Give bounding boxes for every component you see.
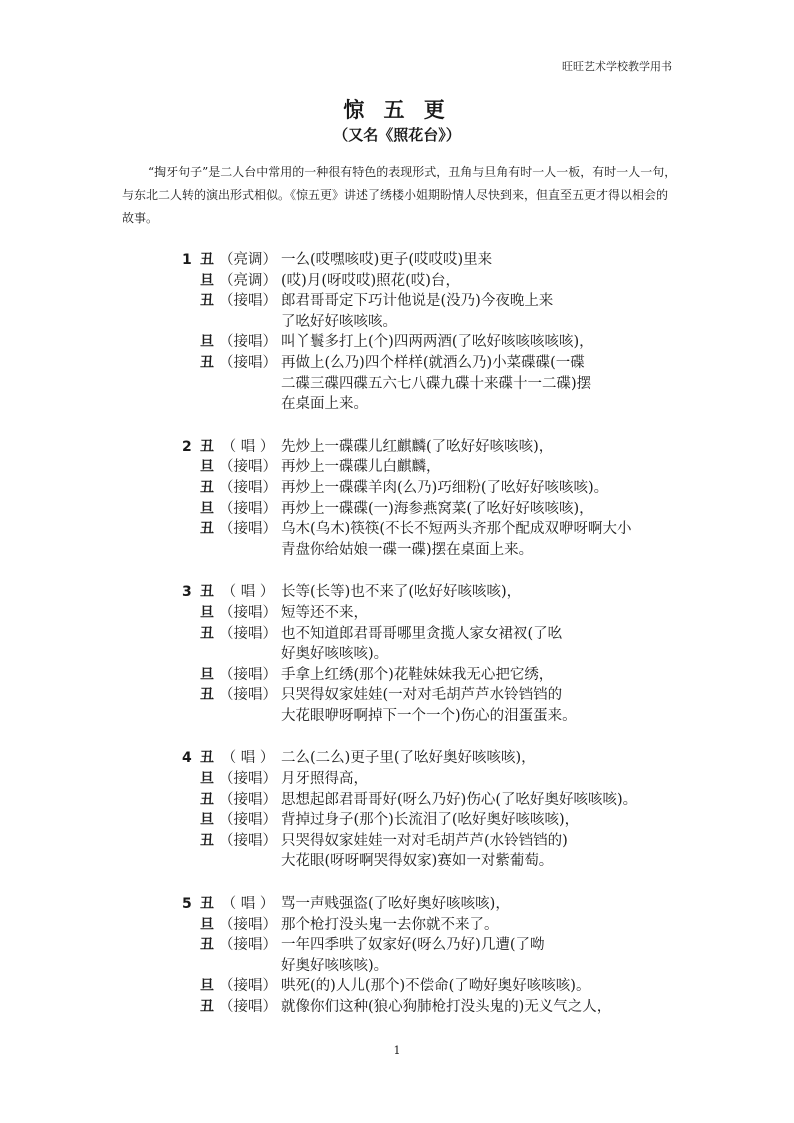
lyric-text: 再做上(么乃)四个样样(就酒么乃)小菜碟碟(一碟 — [281, 354, 585, 371]
lyric-text: 郎君哥哥定下巧计他说是(没乃)今夜晚上来 — [281, 293, 554, 310]
lyric-line — [0, 374, 794, 395]
singing-mode: （接唱） — [219, 832, 277, 849]
lyric-text: 也不知道郎君哥哥哪里贪揽人家女裙衩(了吆 — [281, 625, 563, 642]
lyric-text: 先炒上一碟碟儿红麒麟(了吆好好咳咳咳)， — [281, 438, 554, 455]
role-label: 丑 — [200, 999, 214, 1015]
lyric-text: 大花眼咿呀啊掉下一个一个)伤心的泪蛋蛋来。 — [281, 707, 577, 724]
role-label: 旦 — [200, 666, 214, 683]
lyric-section — [0, 748, 794, 872]
lyric-text: 骂一声贱强盗(了吆好奥好咳咳咳)， — [281, 896, 510, 913]
lyric-line — [0, 519, 794, 540]
lyric-line — [0, 499, 794, 520]
lyric-line — [0, 250, 794, 271]
lyric-line — [0, 851, 794, 872]
lyric-line — [0, 685, 794, 706]
role-label: 丑 — [200, 354, 214, 371]
lyric-line — [0, 706, 794, 727]
singing-mode: （ 唱 ） — [221, 750, 275, 767]
lyric-line — [0, 312, 794, 333]
singing-mode: （接唱） — [219, 666, 277, 683]
role-label: 丑 — [200, 687, 214, 704]
role-label: 旦 — [200, 500, 214, 517]
section-number: 2 — [182, 438, 192, 455]
lyric-section — [0, 582, 794, 726]
singing-mode: （接唱） — [219, 521, 277, 538]
singing-mode: （接唱） — [219, 334, 277, 351]
lyric-text: 只哭得奴家娃娃一对对毛胡芦芦(水铃铛铛的) — [281, 832, 568, 849]
lyric-text: 思想起郎君哥哥好(呀么乃好)伤心(了吆好奥好咳咳咳)。 — [281, 791, 638, 808]
lyric-text: (哎)月(呀哎哎)照花(哎)台， — [281, 272, 460, 289]
lyric-line — [0, 935, 794, 956]
singing-mode: （亮调） — [219, 252, 277, 268]
lyric-line — [0, 810, 794, 831]
singing-mode: （接唱） — [219, 500, 277, 517]
lyric-text: 二碟三碟四碟五六七八碟九碟十来碟十一二碟)摆 — [281, 375, 592, 392]
lyric-line — [0, 644, 794, 665]
lyric-text: 哄死(的)人儿(那个)不偿命(了呦好奥好咳咳咳)。 — [281, 978, 591, 995]
singing-mode: （接唱） — [219, 687, 277, 704]
lyric-line — [0, 353, 794, 374]
singing-mode: （接唱） — [219, 354, 277, 371]
lyric-text: 大花眼(呀呀啊哭得奴家)赛如一对紫葡萄。 — [281, 853, 554, 870]
role-label: 丑 — [200, 521, 214, 538]
section-number: 3 — [182, 584, 192, 601]
lyric-line — [0, 790, 794, 811]
singing-mode: （接唱） — [219, 937, 277, 954]
singing-mode: （接唱） — [219, 771, 277, 788]
lyric-line — [0, 394, 794, 415]
lyric-text: 一年四季哄了奴家好(呀么乃好)几遭(了呦 — [281, 937, 545, 954]
singing-mode: （接唱） — [219, 625, 277, 642]
lyric-text: 二么(二么)更子里(了吆好奥好咳咳咳)， — [281, 750, 536, 767]
role-label: 丑 — [200, 252, 214, 268]
page-number: 1 — [393, 1044, 401, 1057]
page-subtitle: （又名《照花台》） — [333, 126, 461, 144]
lyric-text: 就像你们这种(狼心狗肺枪打没头鬼的)无义气之人， — [281, 999, 612, 1015]
lyric-line — [0, 540, 794, 561]
lyric-line — [0, 582, 794, 603]
lyric-section — [0, 894, 794, 1018]
singing-mode: （ 唱 ） — [221, 896, 275, 913]
page-title: 惊 五 更 — [343, 98, 451, 122]
section-number: 5 — [182, 896, 192, 913]
lyric-line — [0, 457, 794, 478]
role-label: 旦 — [200, 459, 214, 476]
singing-mode: （接唱） — [219, 479, 277, 496]
lyric-section — [0, 250, 794, 415]
role-label: 旦 — [200, 812, 214, 829]
lyric-text: 一么(哎嘿咳哎)更子(哎哎哎)里来 — [281, 252, 493, 268]
role-label: 旦 — [200, 916, 214, 933]
lyric-text: 再炒上一碟碟(一)海参燕窝菜(了吆好好咳咳咳)， — [281, 500, 594, 517]
lyric-section — [0, 437, 794, 561]
lyric-text: 手拿上红绣(那个)花鞋妹妹我无心把它绣， — [281, 666, 554, 683]
singing-mode: （接唱） — [219, 293, 277, 310]
singing-mode: （ 唱 ） — [221, 438, 275, 455]
singing-mode: （接唱） — [219, 999, 277, 1015]
lyric-text: 再炒上一碟碟羊肉(么乃)巧细粉(了吆好好咳咳咳)。 — [281, 479, 609, 496]
lyric-line — [0, 997, 794, 1018]
role-label: 旦 — [200, 272, 214, 289]
role-label: 丑 — [200, 479, 214, 496]
singing-mode: （接唱） — [219, 791, 277, 808]
lyric-text: 在桌面上来。 — [281, 396, 368, 413]
role-label: 旦 — [200, 771, 214, 788]
role-label: 丑 — [200, 438, 214, 455]
lyric-text: 了吆好好咳咳咳。 — [281, 313, 397, 330]
lyric-line — [0, 291, 794, 312]
lyric-line — [0, 748, 794, 769]
lyric-line — [0, 332, 794, 353]
singing-mode: （亮调） — [219, 272, 277, 289]
singing-mode: （接唱） — [219, 604, 277, 621]
role-label: 丑 — [200, 625, 214, 642]
singing-mode: （接唱） — [219, 978, 277, 995]
lyric-text: 只哭得奴家娃娃(一对对毛胡芦芦水铃铛铛的 — [281, 687, 563, 704]
lyric-line — [0, 271, 794, 292]
intro-paragraph: “掏牙句子”是二人台中常用的一种很有特色的表现形式，丑角与旦角有时一人一板，有时一人一句，与东北二人转的演出形式相似。《惊五更》讲述了绣楼小姐期盼情人尽快到来，但直至五更才得以相会的故事。 — [122, 165, 677, 225]
lyrics-sections — [0, 250, 794, 1040]
singing-mode: （接唱） — [219, 916, 277, 933]
lyric-line — [0, 894, 794, 915]
lyric-text: 好奥好咳咳咳)。 — [281, 646, 389, 663]
role-label: 丑 — [200, 791, 214, 808]
singing-mode: （接唱） — [219, 812, 277, 829]
lyric-line — [0, 915, 794, 936]
lyric-line — [0, 665, 794, 686]
lyric-text: 再炒上一碟碟儿白麒麟， — [281, 459, 441, 476]
lyric-line — [0, 956, 794, 977]
lyric-text: 叫丫鬟多打上(个)四两两酒(了吆好咳咳咳咳咳)， — [281, 334, 594, 351]
role-label: 丑 — [200, 750, 214, 767]
role-label: 旦 — [200, 978, 214, 995]
lyric-text: 短等还不来， — [281, 604, 368, 621]
lyric-text: 月牙照得高， — [281, 771, 368, 788]
lyric-text: 那个枪打没头鬼一去你就不来了。 — [281, 916, 499, 933]
role-label: 丑 — [200, 832, 214, 849]
lyric-text: 好奥好咳咳咳)。 — [281, 957, 389, 974]
role-label: 丑 — [200, 896, 214, 913]
role-label: 旦 — [200, 334, 214, 351]
lyric-line — [0, 831, 794, 852]
lyric-line — [0, 437, 794, 458]
role-label: 丑 — [200, 584, 214, 601]
singing-mode: （接唱） — [219, 459, 277, 476]
lyric-text: 长等(长等)也不来了(吆好好咳咳咳)， — [281, 584, 522, 601]
lyric-text: 背掉过身子(那个)长流泪了(吆好奥好咳咳咳)， — [281, 812, 580, 829]
section-number: 4 — [182, 750, 192, 767]
section-number: 1 — [182, 252, 192, 268]
page-header: 旺旺艺术学校教学用书 — [562, 60, 672, 73]
role-label: 丑 — [200, 937, 214, 954]
lyric-text: 乌木(乌木)筷筷(不长不短两头齐那个配成双咿呀啊大小 — [281, 521, 632, 538]
lyric-line — [0, 769, 794, 790]
lyric-line — [0, 976, 794, 997]
lyric-line — [0, 624, 794, 645]
role-label: 丑 — [200, 293, 214, 310]
lyric-line — [0, 603, 794, 624]
lyric-text: 青盘你给姑娘一碟一碟)摆在桌面上来。 — [281, 541, 534, 558]
lyric-line — [0, 478, 794, 499]
role-label: 旦 — [200, 604, 214, 621]
singing-mode: （ 唱 ） — [221, 584, 275, 601]
